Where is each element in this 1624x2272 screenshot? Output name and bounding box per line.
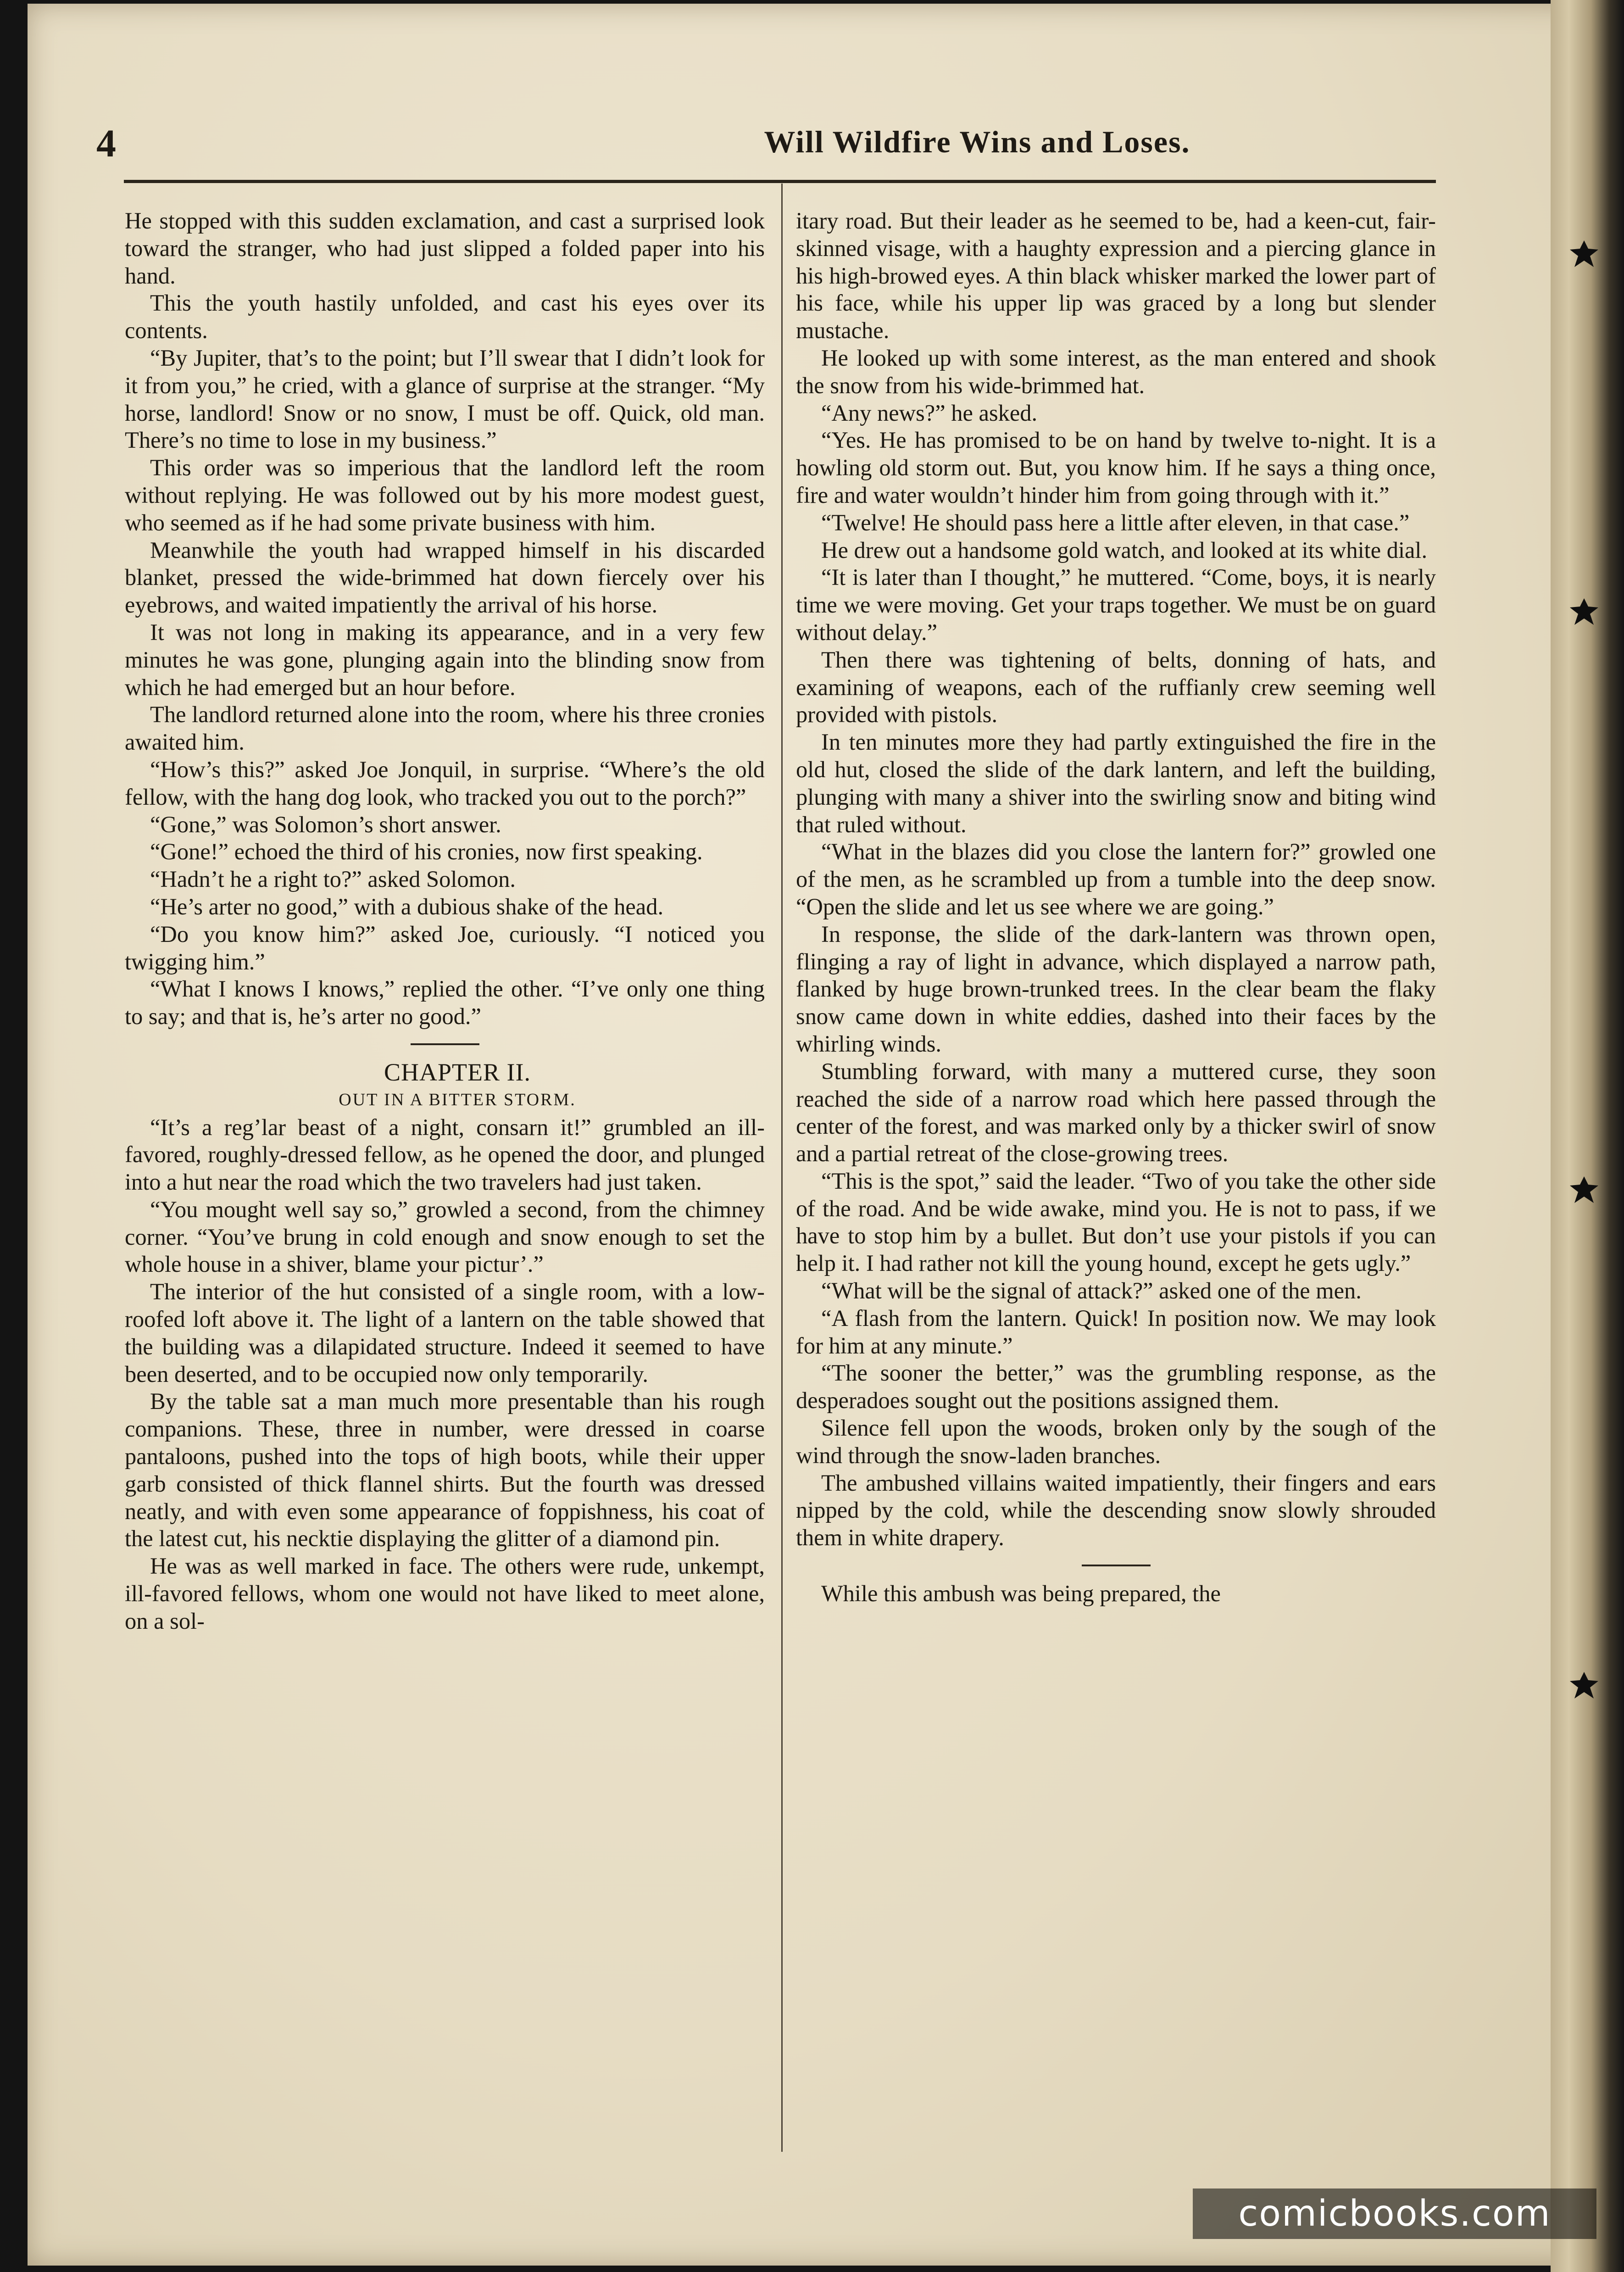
paragraph: The landlord returned alone into the room, where his three cronies awaited him. [125, 702, 765, 755]
paragraph: He stopped with this sudden exclamation, and cast a surprised look toward the stranger, who had just slipped a folded paper into his hand. [125, 208, 765, 289]
paragraph: He was as well marked in face. The others were rude, unkempt, ill-favored fellows, whom one would not have liked to meet alone, on a sol- [125, 1553, 765, 1634]
column-divider [781, 184, 783, 2152]
paragraph: “A flash from the lantern. Quick! In position now. We may look for him at any minute.” [796, 1305, 1436, 1359]
paragraph: In ten minutes more they had partly extinguished the fire in the old hut, closed the slide of the dark lantern, and left the building, plunging with many a shiver into the swirling snow and biting wind that ruled without. [796, 729, 1436, 837]
chapter-heading: CHAPTER II. [384, 1058, 531, 1086]
paragraph: “What in the blazes did you close the lantern for?” growled one of the men, as he scrambled up from a tumble into the deep snow. “Open the slide and let us see where we are going.” [796, 839, 1436, 919]
paragraph: It was not long in making its appearance, and in a very few minutes he was gone, plunging again into the blinding snow from which he had emerged but an hour before. [125, 619, 765, 700]
binding-hole-icon [1568, 239, 1600, 271]
paragraph: This the youth hastily unfolded, and cast his eyes over its contents. [125, 290, 765, 344]
paragraph: “He’s arter no good,” with a dubious shake of the head. [150, 893, 664, 919]
paragraph: In response, the slide of the dark-lantern was thrown open, flinging a ray of light in advance, which displayed a narrow path, flanked by huge brown-trunked trees. In the clear beam the flaky snow came down in white eddies, dashed into their faces by the whirling winds. [796, 921, 1436, 1057]
paragraph: “You mought well say so,” growled a second, from the chimney corner. “You’ve brung in cold enough and snow enough to set the whole house in a shiver, blame your pictur’.” [125, 1196, 765, 1277]
paragraph: “By Jupiter, that’s to the point; but I’ll swear that I didn’t look for it from you,” he cried, with a glance of surprise at the stranger. “My horse, landlord! Snow or no snow, I must be off. Quick, old man. There’s no time to lose in my business.” [125, 345, 765, 453]
paragraph: He drew out a handsome gold watch, and looked at its white dial. [821, 537, 1428, 563]
binding-hole-icon [1568, 1175, 1600, 1207]
header-rule [124, 180, 1436, 183]
paragraph: “Yes. He has promised to be on hand by twelve to-night. It is a howling old storm out. But, you know him. If he says a thing once, fire and water wouldn’t hinder him from going through with it.” [796, 427, 1436, 508]
running-title: Will Wildfire Wins and Loses. [764, 124, 1190, 159]
paragraph: “Twelve! He should pass here a little after eleven, in that case.” [821, 509, 1410, 535]
paragraph: “This is the spot,” said the leader. “Two of you take the other side of the road. And be wide awake, mind you. He is not to pass, if we have to stop him by a bullet. But don’t use your pistols if you can help it. I had rather not kill the young hound, except he gets ugly.” [796, 1168, 1436, 1276]
section-separator [1082, 1565, 1151, 1566]
paragraph: He looked up with some interest, as the man entered and shook the snow from his wide-brimmed hat. [796, 345, 1436, 398]
watermark: comicbooks.com [1193, 2188, 1596, 2239]
paragraph: By the table sat a man much more presentable than his rough companions. These, three in number, were dressed in coarse pantaloons, pushed into the tops of high boots, while their upper garb consisted of thick flannel shirts. But the fourth was dressed neatly, and with even some appearance of foppishness, his coat of the latest cut, his necktie displaying the glitter of a diamond pin. [125, 1388, 765, 1552]
paragraph: “Do you know him?” asked Joe, curiously. “I noticed you twigging him.” [125, 921, 765, 975]
left-column [125, 207, 765, 1635]
paragraph: While this ambush was being prepared, the [821, 1581, 1221, 1607]
paragraph: “It’s a reg’lar beast of a night, consarn it!” grumbled an ill-favored, roughly-dressed fellow, as he opened the door, and plunged into a hut near the road which the two travelers had just taken. [125, 1114, 765, 1195]
paragraph: “Gone!” echoed the third of his cronies, now first speaking. [150, 839, 703, 865]
paragraph: Silence fell upon the woods, broken only by the sough of the wind through the snow-laden branches. [796, 1415, 1436, 1468]
page-spine-edge [1551, 0, 1624, 2272]
paragraph: Meanwhile the youth had wrapped himself in his discarded blanket, pressed the wide-brimmed hat down fiercely over his eyebrows, and waited impatiently the arrival of his horse. [125, 537, 765, 618]
paragraph: This order was so imperious that the landlord left the room without replying. He was followed out by his more modest guest, who seemed as if he had some private business with him. [125, 455, 765, 535]
paragraph: “What will be the signal of attack?” asked one of the men. [821, 1278, 1362, 1304]
binding-hole-icon [1568, 1670, 1600, 1702]
page-number: 4 [96, 121, 116, 165]
binding-hole-icon [1568, 596, 1600, 629]
paragraph: The interior of the hut consisted of a single room, with a low-roofed loft above it. The light of a lantern on the table showed that the building was a dilapidated structure. Indeed it seemed to have been deserted, and to be occupied now only temporarily. [125, 1279, 765, 1387]
right-column [796, 207, 1436, 1608]
paragraph: The ambushed villains waited impatiently, their fingers and ears nipped by the cold, while the descending snow slowly shrouded them in white drapery. [796, 1470, 1436, 1551]
chapter-subtitle: OUT IN A BITTER STORM. [339, 1090, 576, 1109]
paragraph: Stumbling forward, with many a muttered curse, they soon reached the side of a narrow road which here passed through the center of the forest, and was marked only by a thicker swirl of snow and a partial retreat of the close-growing trees. [796, 1058, 1436, 1167]
paragraph: “How’s this?” asked Joe Jonquil, in surprise. “Where’s the old fellow, with the hang dog look, who tracked you out to the porch?” [125, 756, 765, 810]
paragraph: “Hadn’t he a right to?” asked Solomon. [150, 866, 516, 892]
paragraph: “Any news?” he asked. [821, 400, 1038, 426]
paragraph: “It is later than I thought,” he muttered. “Come, boys, it is nearly time we were moving. Get your traps together. We must be on guard without delay.” [796, 564, 1436, 645]
paragraph: Then there was tightening of belts, donning of hats, and examining of weapons, each of the ruffianly crew seeming well provided with pistols. [796, 646, 1436, 728]
paragraph: “What I knows I knows,” replied the other. “I’ve only one thing to say; and that is, he’s arter no good.” [125, 976, 765, 1030]
paragraph: “The sooner the better,” was the grumbling response, as the desperadoes sought out the positions assigned them. [796, 1360, 1436, 1414]
paragraph: itary road. But their leader as he seemed to be, had a keen-cut, fair-skinned visage, with a haughty expression and a piercing glance in his high-browed eyes. A thin black whisker marked the lower part of his face, while his upper lip was graced by a long but slender mustache. [796, 208, 1436, 344]
paragraph: “Gone,” was Solomon’s short answer. [150, 811, 501, 837]
section-separator [411, 1043, 479, 1045]
